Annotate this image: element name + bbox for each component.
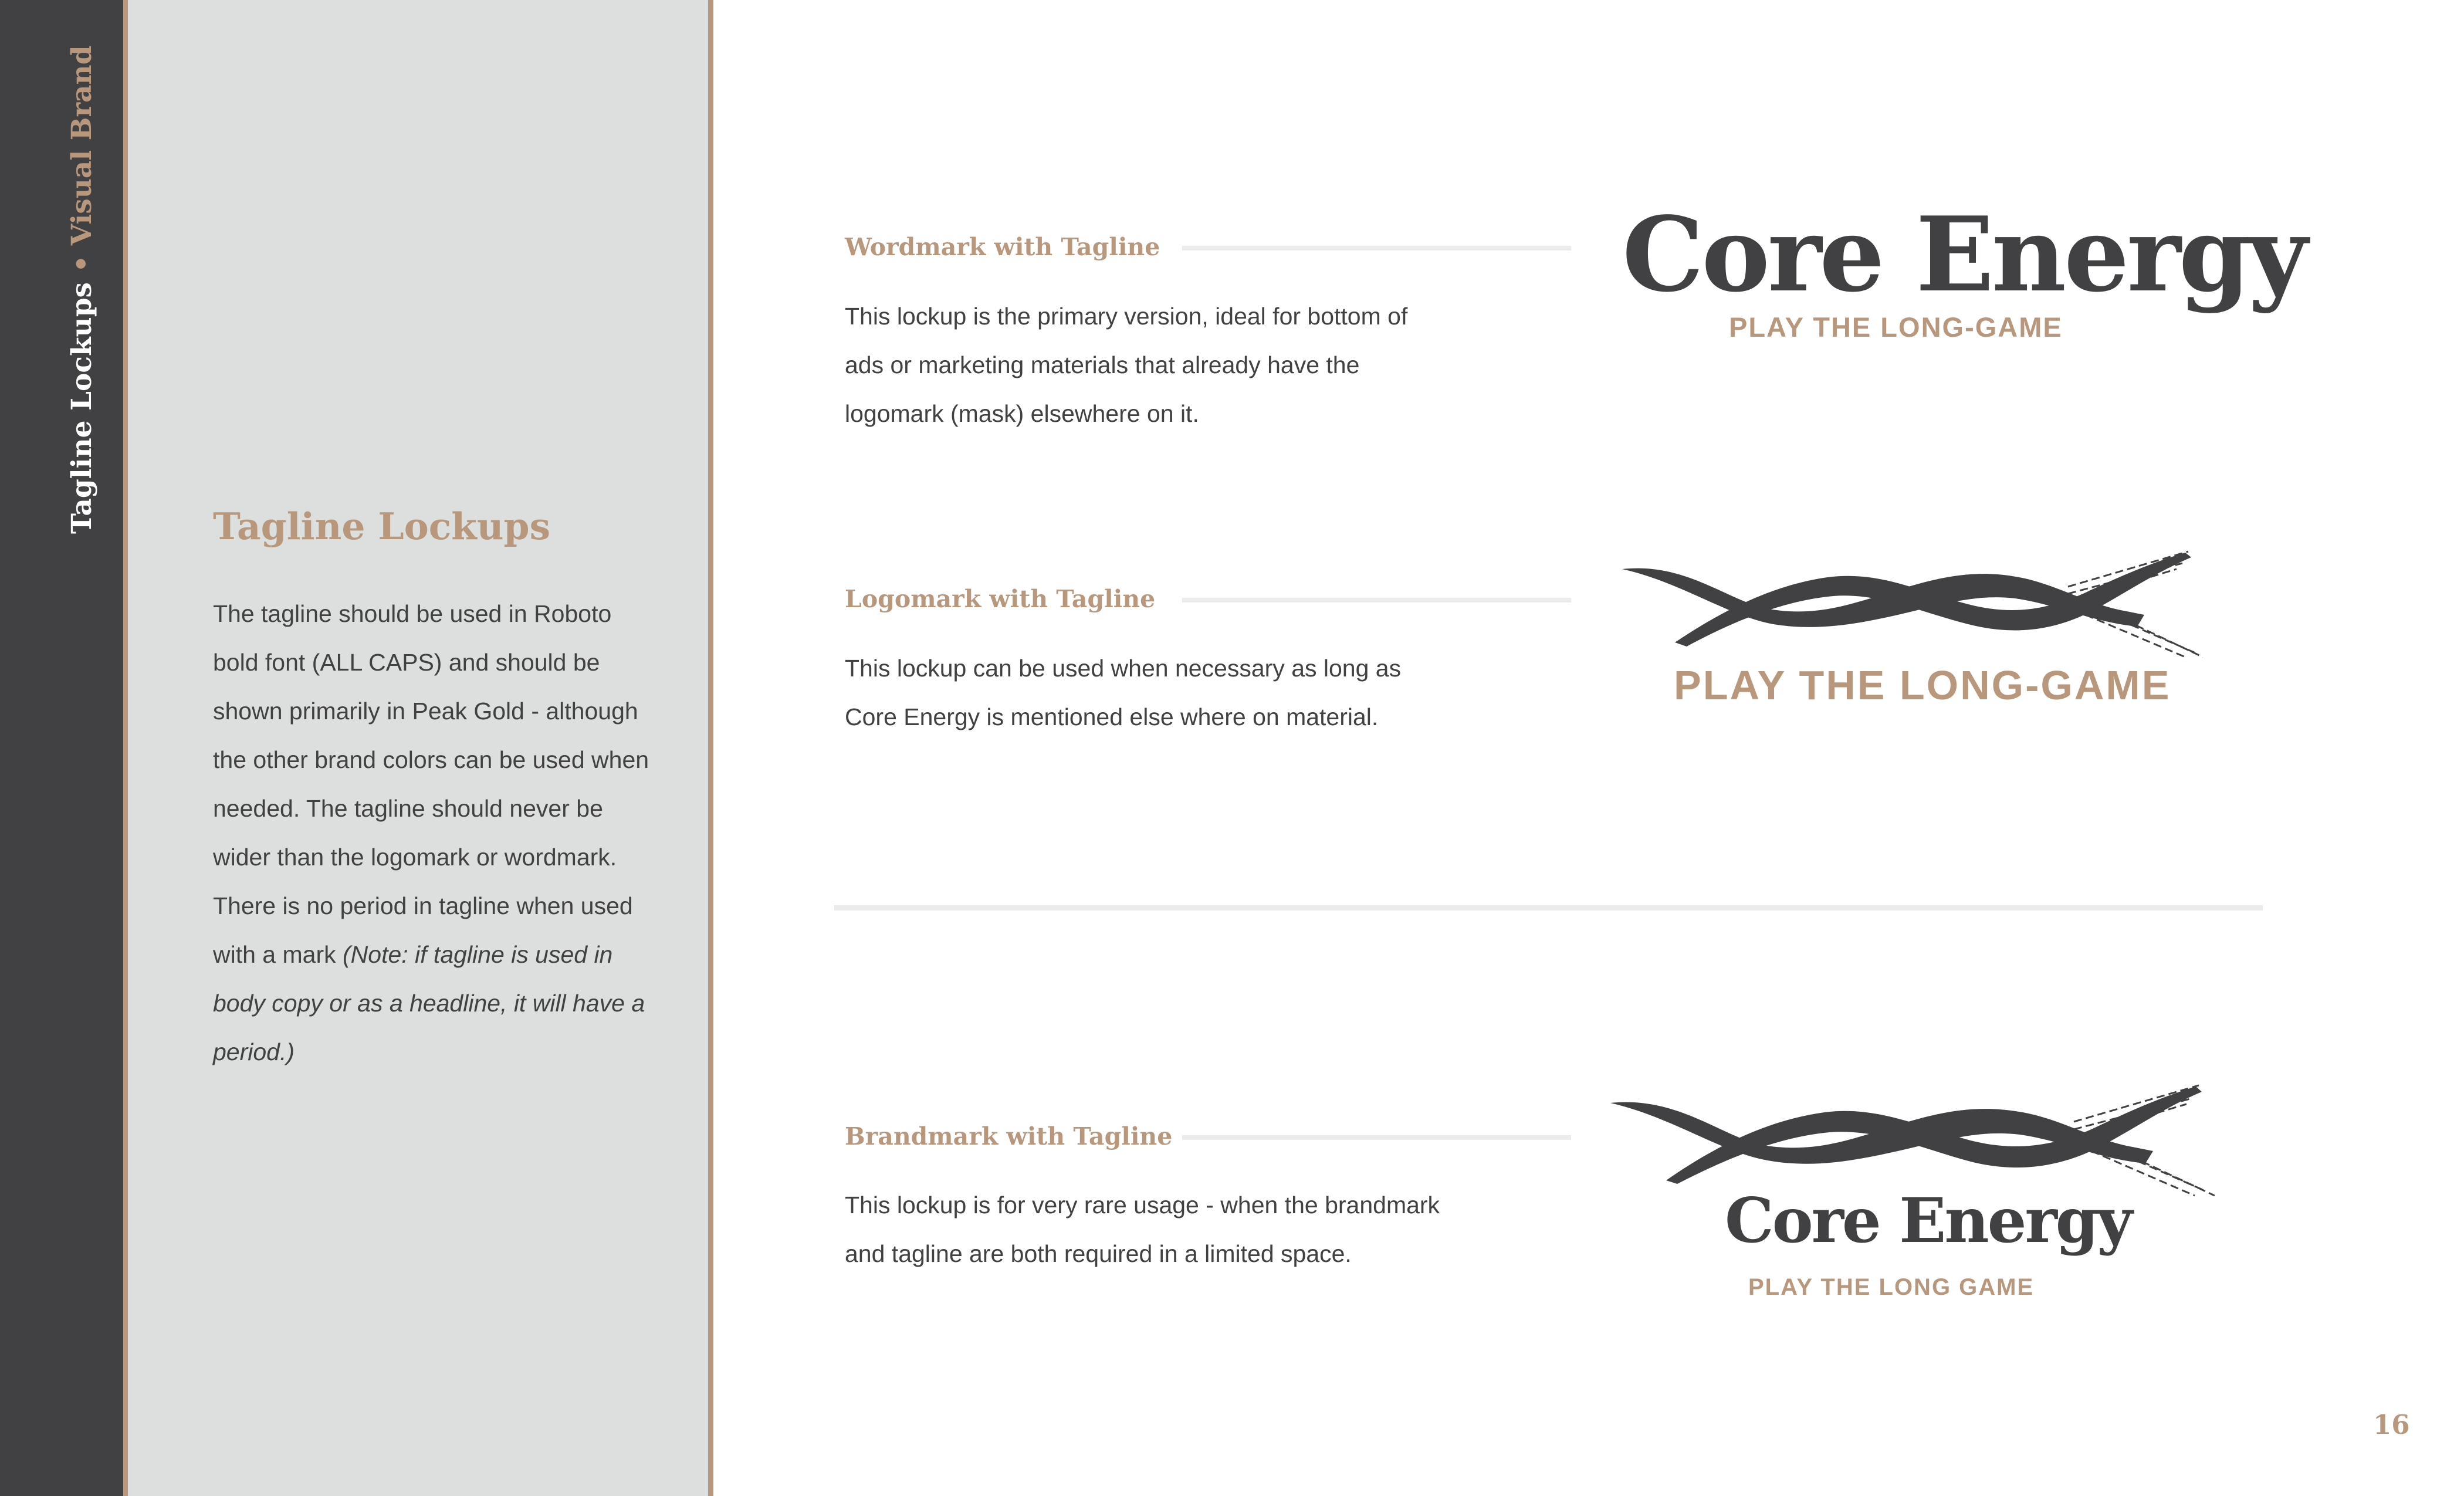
section-divider [834, 905, 2263, 911]
section-body-wordmark: This lockup is the primary version, ideal for bottom of ads or marketing materials that already have the logomark (mask) elsewhere on it. [845, 303, 1408, 427]
panel-body-note: (Note: if tagline is used in body copy or as a headline, it will have a period.) [213, 941, 645, 1065]
section-body-brandmark: This lockup is for very rare usage - when the brandmark and tagline are both required in a limited space. [845, 1192, 1440, 1267]
panel-heading: Tagline Lockups [213, 505, 551, 548]
page-number: 16 [2373, 1409, 2410, 1440]
sidebar-title [0, 0, 123, 546]
section-rule-wordmark [1182, 246, 1571, 251]
sidebar-gold-rule [123, 0, 128, 1496]
brandmark-tagline: PLAY THE LONG GAME [1748, 1274, 2035, 1300]
panel-body-text: The tagline should be used in Roboto bold font (ALL CAPS) and should be shown primarily in Peak Gold - although the other brand colors can be used when needed. The tagline should never be wider than the logomark or wordmark. There is no period in tagline when used with a mark [213, 600, 649, 968]
section-heading-logomark: Logomark with Tagline [845, 585, 1156, 613]
sidebar-title-section: Tagline Lockups [66, 282, 98, 534]
section-heading-brandmark: Brandmark with Tagline [845, 1122, 1173, 1150]
sidebar-title-separator: • [66, 245, 98, 282]
section-rule-logomark [1182, 598, 1571, 603]
section-heading-wordmark: Wordmark with Tagline [845, 233, 1160, 261]
wordmark-logo: Core Energy [1622, 195, 2306, 315]
wordmark-tagline: PLAY THE LONG-GAME [1729, 312, 2063, 343]
brandmark-wordmark: Core Energy [1725, 1184, 2131, 1257]
logomark-tagline: PLAY THE LONG-GAME [1674, 662, 2171, 708]
logomark-icon [1622, 546, 2203, 663]
section-body-logomark: This lockup can be used when necessary as long as Core Energy is mentioned else where on material. [845, 655, 1402, 730]
sidebar-title-category: Visual Brand [66, 45, 98, 246]
panel-gold-rule [708, 0, 713, 1496]
section-rule-brandmark [1182, 1135, 1571, 1140]
panel-body [213, 590, 659, 1077]
